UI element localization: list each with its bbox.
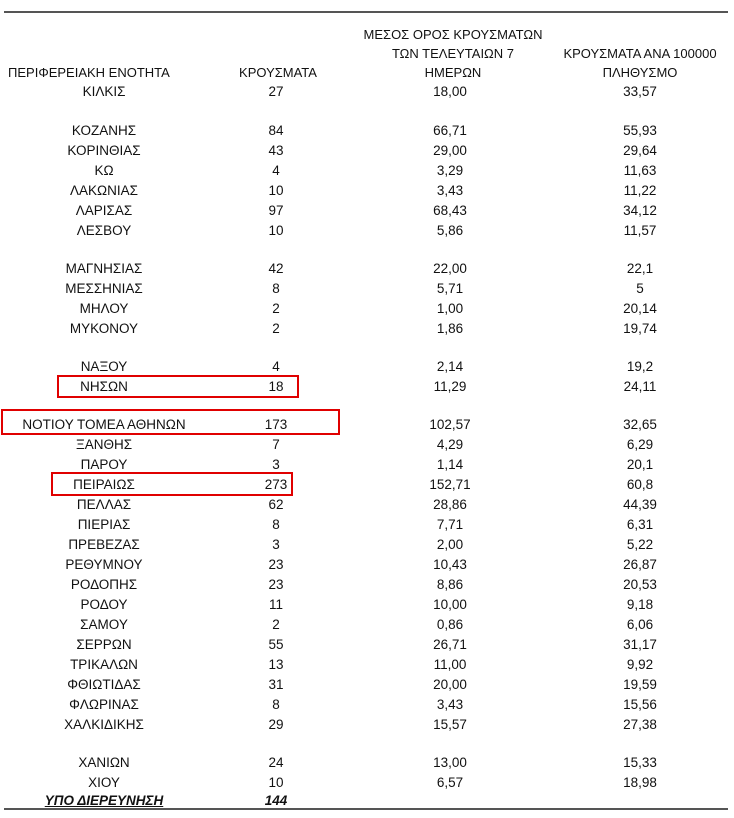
avg-cell: 26,71 bbox=[433, 637, 467, 652]
per-100000-cell: 32,65 bbox=[623, 417, 657, 432]
per-100000-cell: 27,38 bbox=[623, 717, 657, 732]
per-100000-cell: 44,39 bbox=[623, 497, 657, 512]
table-row bbox=[0, 435, 734, 455]
region-cell: ΜΕΣΣΗΝΙΑΣ bbox=[65, 281, 143, 296]
cases-cell: 4 bbox=[272, 359, 280, 374]
per-100000-cell: 26,87 bbox=[623, 557, 657, 572]
region-cell: ΛΕΣΒΟΥ bbox=[76, 223, 132, 238]
cases-cell: 84 bbox=[268, 123, 284, 138]
table-row bbox=[0, 181, 734, 201]
cases-cell: 24 bbox=[268, 755, 284, 770]
per-100000-cell: 34,12 bbox=[623, 203, 657, 218]
table-row bbox=[0, 615, 734, 635]
per-100000-cell: 29,64 bbox=[623, 143, 657, 158]
cases-cell: 273 bbox=[264, 477, 288, 492]
cases-cell: 173 bbox=[264, 417, 288, 432]
avg-cell: 11,29 bbox=[433, 379, 467, 394]
cases-cell: 2 bbox=[272, 301, 280, 316]
per-100000-cell: 20,14 bbox=[623, 301, 657, 316]
header-avg-line1: ΜΕΣΟΣ ΟΡΟΣ ΚΡΟΥΣΜΑΤΩΝ bbox=[363, 27, 543, 42]
region-cell: ΡΟΔΟΥ bbox=[80, 597, 128, 612]
region-cell: ΧΙΟΥ bbox=[88, 775, 120, 790]
cases-cell: 3 bbox=[272, 457, 280, 472]
footer-cases: 144 bbox=[264, 793, 288, 808]
avg-cell: 152,71 bbox=[429, 477, 471, 492]
avg-cell: 4,29 bbox=[436, 437, 464, 452]
avg-cell: 18,00 bbox=[433, 84, 467, 99]
cases-cell: 2 bbox=[272, 617, 280, 632]
per-100000-cell: 31,17 bbox=[623, 637, 657, 652]
region-cell: ΚΙΛΚΙΣ bbox=[82, 84, 126, 99]
per-100000-cell: 5 bbox=[636, 281, 644, 296]
table-row bbox=[0, 753, 734, 773]
avg-cell: 15,57 bbox=[433, 717, 467, 732]
region-cell: ΚΟΖΑΝΗΣ bbox=[71, 123, 137, 138]
table-row bbox=[0, 635, 734, 655]
table-bottom-rule bbox=[4, 808, 728, 810]
region-cell: ΛΑΡΙΣΑΣ bbox=[75, 203, 133, 218]
avg-cell: 1,14 bbox=[436, 457, 464, 472]
per-100000-cell: 18,98 bbox=[623, 775, 657, 790]
per-100000-cell: 19,59 bbox=[623, 677, 657, 692]
table-row bbox=[0, 201, 734, 221]
avg-cell: 3,43 bbox=[436, 183, 464, 198]
table-row bbox=[0, 595, 734, 615]
table-row bbox=[0, 299, 734, 319]
table-row bbox=[0, 221, 734, 241]
avg-cell: 22,00 bbox=[433, 261, 467, 276]
per-100000-cell: 6,06 bbox=[626, 617, 654, 632]
table-row bbox=[0, 161, 734, 181]
avg-cell: 2,14 bbox=[436, 359, 464, 374]
per-100000-cell: 33,57 bbox=[623, 84, 657, 99]
avg-cell: 102,57 bbox=[429, 417, 471, 432]
region-cell: ΡΕΘΥΜΝΟΥ bbox=[65, 557, 143, 572]
avg-cell: 5,71 bbox=[436, 281, 464, 296]
table-row bbox=[0, 535, 734, 555]
table-row bbox=[0, 773, 734, 793]
cases-cell: 3 bbox=[272, 537, 280, 552]
region-cell: ΠΡΕΒΕΖΑΣ bbox=[68, 537, 140, 552]
highlight-box bbox=[1, 409, 340, 435]
region-cell: ΚΩ bbox=[94, 163, 114, 178]
avg-cell: 28,86 bbox=[433, 497, 467, 512]
per-100000-cell: 60,8 bbox=[626, 477, 654, 492]
per-100000-cell: 15,56 bbox=[623, 697, 657, 712]
region-cell: ΠΑΡΟΥ bbox=[80, 457, 128, 472]
cases-cell: 2 bbox=[272, 321, 280, 336]
header-per-100000 bbox=[540, 44, 734, 82]
header-avg-7-days bbox=[358, 25, 548, 82]
table-row bbox=[0, 319, 734, 339]
header-cases: ΚΡΟΥΣΜΑΤΑ bbox=[239, 65, 317, 80]
table-row bbox=[0, 575, 734, 595]
region-cell: ΧΑΛΚΙΔΙΚΗΣ bbox=[64, 717, 144, 732]
table-row bbox=[0, 279, 734, 299]
avg-cell: 2,00 bbox=[436, 537, 464, 552]
per-100000-cell: 15,33 bbox=[623, 755, 657, 770]
cases-cell: 62 bbox=[268, 497, 284, 512]
footer-label: ΥΠΟ ΔΙΕΡΕΥΝΗΣΗ bbox=[44, 793, 164, 808]
table-row bbox=[0, 357, 734, 377]
header-avg-line3: ΗΜΕΡΩΝ bbox=[424, 65, 482, 80]
cases-cell: 8 bbox=[272, 697, 280, 712]
region-cell: ΝΑΞΟΥ bbox=[80, 359, 128, 374]
table-row bbox=[0, 82, 734, 102]
per-100000-cell: 9,18 bbox=[626, 597, 654, 612]
region-cell: ΜΥΚΟΝΟΥ bbox=[69, 321, 139, 336]
avg-cell: 1,86 bbox=[436, 321, 464, 336]
per-100000-cell: 19,74 bbox=[623, 321, 657, 336]
per-100000-cell: 24,11 bbox=[623, 379, 657, 394]
avg-cell: 20,00 bbox=[433, 677, 467, 692]
region-cell: ΧΑΝΙΩΝ bbox=[78, 755, 130, 770]
cases-cell: 18 bbox=[268, 379, 284, 394]
per-100000-cell: 6,31 bbox=[626, 517, 654, 532]
highlight-box bbox=[51, 472, 293, 496]
table-row bbox=[0, 715, 734, 735]
cases-cell: 13 bbox=[268, 657, 284, 672]
region-cell: ΣΑΜΟΥ bbox=[80, 617, 128, 632]
region-cell: ΚΟΡΙΝΘΙΑΣ bbox=[67, 143, 141, 158]
region-cell: ΝΟΤΙΟΥ ΤΟΜΕΑ ΑΘΗΝΩΝ bbox=[22, 417, 186, 432]
region-cell: ΜΗΛΟΥ bbox=[79, 301, 129, 316]
table-row bbox=[0, 695, 734, 715]
table-row bbox=[0, 259, 734, 279]
region-cell: ΜΑΓΝΗΣΙΑΣ bbox=[65, 261, 143, 276]
avg-cell: 66,71 bbox=[433, 123, 467, 138]
table-row bbox=[0, 675, 734, 695]
per-100000-cell: 5,22 bbox=[626, 537, 654, 552]
per-100000-cell: 20,1 bbox=[626, 457, 654, 472]
cases-cell: 8 bbox=[272, 517, 280, 532]
table-top-rule bbox=[4, 11, 728, 13]
avg-cell: 3,43 bbox=[436, 697, 464, 712]
region-cell: ΤΡΙΚΑΛΩΝ bbox=[70, 657, 138, 672]
header-avg-line2: ΤΩΝ ΤΕΛΕΥΤΑΙΩΝ 7 bbox=[391, 46, 515, 61]
region-cell: ΠΕΛΛΑΣ bbox=[76, 497, 132, 512]
header-per-line1: ΚΡΟΥΣΜΑΤΑ ΑΝΑ 100000 bbox=[563, 46, 717, 61]
avg-cell: 10,43 bbox=[433, 557, 467, 572]
table-row bbox=[0, 515, 734, 535]
region-cell: ΠΕΙΡΑΙΩΣ bbox=[73, 477, 135, 492]
cases-cell: 42 bbox=[268, 261, 284, 276]
cases-cell: 10 bbox=[268, 183, 284, 198]
per-100000-cell: 9,92 bbox=[626, 657, 654, 672]
cases-cell: 7 bbox=[272, 437, 280, 452]
highlight-box bbox=[57, 375, 299, 398]
per-100000-cell: 55,93 bbox=[623, 123, 657, 138]
header-region: ΠΕΡΙΦΕΡΕΙΑΚΗ ΕΝΟΤΗΤΑ bbox=[8, 65, 170, 80]
cases-cell: 55 bbox=[268, 637, 284, 652]
cases-cell: 43 bbox=[268, 143, 284, 158]
avg-cell: 10,00 bbox=[433, 597, 467, 612]
region-cell: ΝΗΣΩΝ bbox=[80, 379, 128, 394]
avg-cell: 7,71 bbox=[436, 517, 464, 532]
per-100000-cell: 19,2 bbox=[626, 359, 654, 374]
table-row bbox=[0, 141, 734, 161]
table-row bbox=[0, 495, 734, 515]
table-row bbox=[0, 121, 734, 141]
table-row bbox=[0, 555, 734, 575]
region-cell: ΛΑΚΩΝΙΑΣ bbox=[70, 183, 138, 198]
avg-cell: 1,00 bbox=[436, 301, 464, 316]
region-cell: ΠΙΕΡΙΑΣ bbox=[77, 517, 131, 532]
per-100000-cell: 11,22 bbox=[623, 183, 657, 198]
region-cell: ΞΑΝΘΗΣ bbox=[75, 437, 133, 452]
cases-cell: 11 bbox=[268, 597, 283, 612]
per-100000-cell: 11,57 bbox=[623, 223, 657, 238]
avg-cell: 0,86 bbox=[436, 617, 464, 632]
cases-cell: 97 bbox=[268, 203, 284, 218]
avg-cell: 13,00 bbox=[433, 755, 467, 770]
region-cell: ΡΟΔΟΠΗΣ bbox=[70, 577, 138, 592]
cases-cell: 4 bbox=[272, 163, 280, 178]
cases-cell: 10 bbox=[268, 775, 284, 790]
header-per-line2: ΠΛΗΘΥΣΜΟ bbox=[602, 65, 678, 80]
cases-cell: 29 bbox=[268, 717, 284, 732]
cases-cell: 23 bbox=[268, 557, 284, 572]
per-100000-cell: 22,1 bbox=[626, 261, 654, 276]
avg-cell: 3,29 bbox=[436, 163, 464, 178]
cases-cell: 23 bbox=[268, 577, 284, 592]
avg-cell: 8,86 bbox=[436, 577, 464, 592]
avg-cell: 29,00 bbox=[433, 143, 467, 158]
avg-cell: 5,86 bbox=[436, 223, 464, 238]
cases-cell: 8 bbox=[272, 281, 280, 296]
region-cell: ΣΕΡΡΩΝ bbox=[76, 637, 132, 652]
avg-cell: 68,43 bbox=[433, 203, 467, 218]
avg-cell: 6,57 bbox=[436, 775, 464, 790]
avg-cell: 11,00 bbox=[433, 657, 467, 672]
region-cell: ΦΘΙΩΤΙΔΑΣ bbox=[67, 677, 141, 692]
per-100000-cell: 11,63 bbox=[623, 163, 657, 178]
cases-cell: 27 bbox=[268, 84, 284, 99]
per-100000-cell: 6,29 bbox=[626, 437, 654, 452]
region-cell: ΦΛΩΡΙΝΑΣ bbox=[69, 697, 139, 712]
cases-cell: 31 bbox=[268, 677, 284, 692]
cases-cell: 10 bbox=[268, 223, 284, 238]
table-row bbox=[0, 655, 734, 675]
per-100000-cell: 20,53 bbox=[623, 577, 657, 592]
